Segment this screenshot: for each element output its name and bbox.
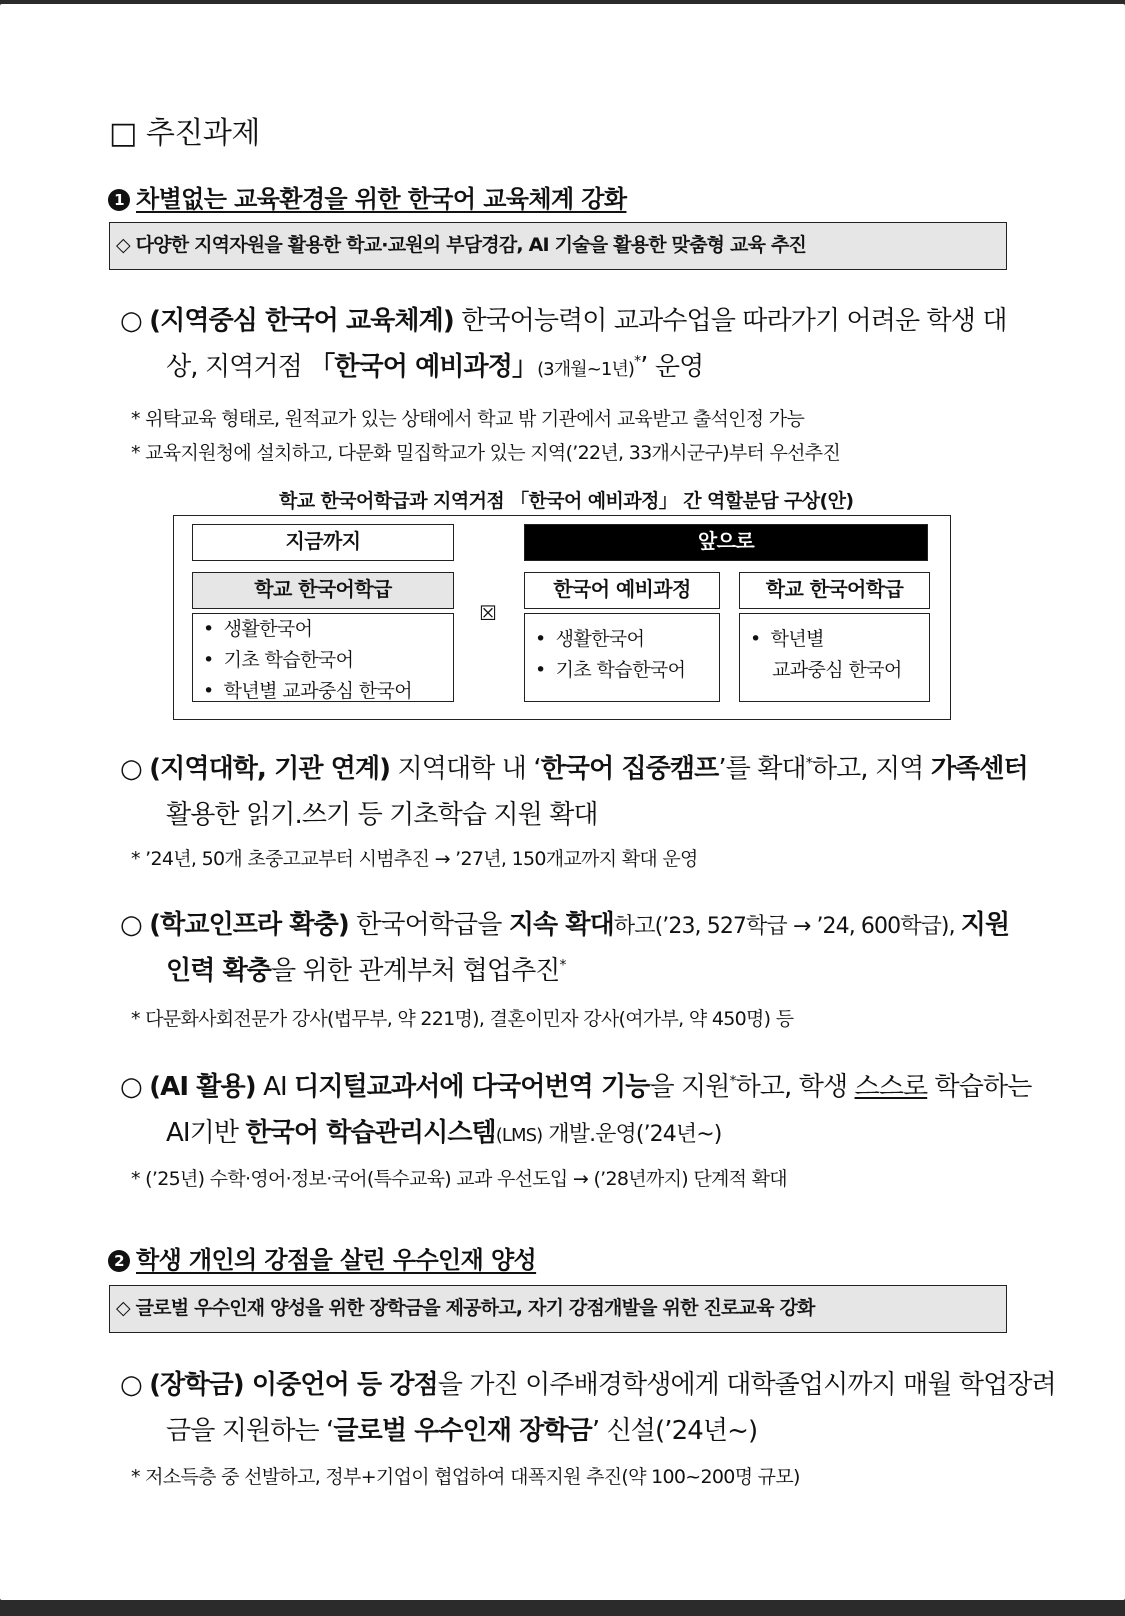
- document-page: [0, 4, 1125, 1600]
- bullet-circle: ○: [120, 754, 142, 784]
- item-text: 하고, 학생: [735, 1072, 855, 1102]
- item-regional-korean-line2: [166, 346, 703, 383]
- list-item-text: 교과중심 한국어: [772, 659, 902, 681]
- item-bold: 「한국어 예비과정」: [309, 352, 538, 382]
- item-underline: 스스로: [854, 1072, 928, 1102]
- item-text: 개발.운영(’24년~): [542, 1122, 722, 1147]
- role-division-diagram: [173, 515, 951, 720]
- diagram-mid-subheader: 한국어 예비과정: [524, 572, 720, 609]
- list-item-text: 기초 학습한국어: [555, 659, 686, 681]
- diagram-mid-list: [524, 613, 720, 702]
- item-text: 금을 지원하는 ‘: [166, 1416, 334, 1446]
- item-text: 상, 지역거점: [166, 352, 310, 382]
- item-school-infra-line2: [166, 950, 566, 987]
- item-small: (LMS): [495, 1125, 543, 1146]
- bullet-dot: •: [203, 649, 214, 671]
- item-text: 하고, 지역: [811, 754, 931, 784]
- item-label: (지역대학, 기관 연계): [149, 754, 391, 784]
- item-bold: 한국어 집중캠프: [540, 754, 719, 784]
- list-item: [535, 624, 719, 655]
- section2-title: 학생 개인의 강점을 살린 우수인재 양성: [136, 1246, 537, 1274]
- diagram-right-list: [739, 613, 930, 702]
- bullet-dot: •: [750, 628, 761, 650]
- diagram-left-subheader: 학교 한국어학급: [192, 572, 454, 609]
- footnote: * 위탁교육 형태로, 원적교가 있는 상태에서 학교 밖 기관에서 교육받고 출석인정 가능: [131, 408, 805, 430]
- footnote: * 저소득층 중 선발하고, 정부+기업이 협업하여 대폭지원 추진(약 100~200명 규모): [131, 1466, 800, 1488]
- item-bold: 글로벌 우수인재 장학금: [333, 1416, 592, 1446]
- footnote: * ’24년, 50개 초중고교부터 시범추진 → ’27년, 150개교까지 확대 운영: [131, 848, 698, 870]
- footnote-mark: *: [729, 1073, 736, 1090]
- item-text: ’ 운영: [640, 352, 704, 382]
- section1-summary-box: ◇ 다양한 지역자원을 활용한 학교·교원의 부담경감, AI 기술을 활용한 맞춤형 교육 추진: [109, 222, 1007, 270]
- item-label: (AI 활용): [149, 1072, 256, 1102]
- item-text: 한국어능력이 교과수업을 따라가기 어려운 학생 대: [453, 306, 1007, 336]
- section2-heading: [108, 1240, 536, 1275]
- item-text: 하고(’23, 527학급 → ’24, 600학급),: [613, 914, 961, 939]
- item-text: 지역대학 내 ‘: [390, 754, 541, 784]
- item-text: 을 가진 이주배경학생에게 대학졸업시까지 매월 학업장려: [437, 1370, 1056, 1400]
- item-scholarship-line1: [120, 1364, 1056, 1401]
- footnote-mark: *: [805, 755, 812, 772]
- section2-number-icon: 2: [108, 1250, 130, 1272]
- page-heading: □ 추진과제: [109, 116, 260, 151]
- item-ai-line1: [120, 1066, 1031, 1103]
- item-text: 을 지원: [649, 1072, 730, 1102]
- footnote: * 다문화사회전문가 강사(법무부, 약 221명), 결혼이민자 강사(여가부, 약 450명) 등: [131, 1008, 794, 1030]
- item-small: (3개월~1년): [537, 359, 635, 380]
- diagram-header-until-now: 지금까지: [192, 524, 454, 561]
- footnote: * (’25년) 수학·영어·정보·국어(특수교육) 교과 우선도입 → (’28년까지) 단계적 확대: [131, 1168, 787, 1190]
- section1-number-icon: 1: [108, 189, 130, 211]
- bullet-dot: •: [535, 628, 546, 650]
- item-bold: 지원: [960, 910, 1010, 940]
- list-item: [750, 624, 929, 655]
- item-text: AI기반: [166, 1118, 246, 1148]
- item-text: ’ 신설(’24년~): [591, 1416, 758, 1446]
- footnote-mark: *: [559, 957, 566, 974]
- item-label: (학교인프라 확충): [149, 910, 349, 940]
- list-item: [535, 655, 719, 686]
- bullet-circle: ○: [120, 306, 142, 336]
- bullet-circle: ○: [120, 910, 142, 940]
- item-text: ’를 확대: [718, 754, 806, 784]
- diagram-left-list: [192, 613, 454, 702]
- bullet-dot: •: [535, 659, 546, 681]
- bullet-dot: •: [203, 618, 214, 640]
- item-university-link-line1: [120, 748, 1028, 785]
- arrow-icon: ☒: [479, 601, 497, 625]
- section1-heading: [108, 179, 626, 214]
- item-bold: 지속 확대: [508, 910, 614, 940]
- list-item-text: 기초 학습한국어: [223, 649, 354, 671]
- diagram-header-future: 앞으로: [524, 524, 928, 561]
- item-label: (장학금) 이중언어 등 강점: [149, 1370, 438, 1400]
- footnote: * 교육지원청에 설치하고, 다문화 밀집학교가 있는 지역(’22년, 33개시군구)부터 우선추진: [131, 442, 841, 464]
- item-text: 학습하는: [927, 1072, 1032, 1102]
- section1-title: 차별없는 교육환경을 위한 한국어 교육체계 강화: [136, 185, 627, 213]
- item-text: 한국어학급을: [348, 910, 509, 940]
- list-item-text: 생활한국어: [223, 618, 313, 640]
- item-bold: 인력 확충: [166, 956, 272, 986]
- list-item-text: 생활한국어: [555, 628, 645, 650]
- item-text: 을 위한 관계부처 협업추진: [271, 956, 560, 986]
- item-regional-korean-line1: [120, 300, 1007, 337]
- item-scholarship-line2: [166, 1410, 757, 1447]
- bullet-circle: ○: [120, 1370, 142, 1400]
- diagram-right-subheader: 학교 한국어학급: [739, 572, 930, 609]
- item-bold: 디지털교과서에 다국어번역 기능: [294, 1072, 650, 1102]
- bullet-circle: ○: [120, 1072, 142, 1102]
- list-item: [203, 676, 453, 707]
- list-item: [750, 655, 929, 686]
- item-label: (지역중심 한국어 교육체계): [149, 306, 454, 336]
- diagram-title: 학교 한국어학급과 지역거점 「한국어 예비과정」 간 역할분담 구상(안): [279, 490, 854, 512]
- item-university-link-line2: 활용한 읽기.쓰기 등 기초학습 지원 확대: [166, 800, 598, 830]
- list-item-text: 학년별 교과중심 한국어: [223, 680, 413, 702]
- section2-summary-box: ◇ 글로벌 우수인재 양성을 위한 장학금을 제공하고, 자기 강점개발을 위한 진로교육 강화: [109, 1285, 1007, 1333]
- item-ai-line2: [166, 1112, 721, 1149]
- item-bold: 가족센터: [930, 754, 1028, 784]
- list-item: [203, 645, 453, 676]
- item-school-infra-line1: [120, 904, 1009, 941]
- item-bold: 한국어 학습관리시스템: [245, 1118, 496, 1148]
- list-item-text: 학년별: [770, 628, 824, 650]
- footnote-mark: *: [634, 353, 641, 370]
- bullet-dot: •: [203, 680, 214, 702]
- item-text: AI: [255, 1072, 295, 1102]
- list-item: [203, 614, 453, 645]
